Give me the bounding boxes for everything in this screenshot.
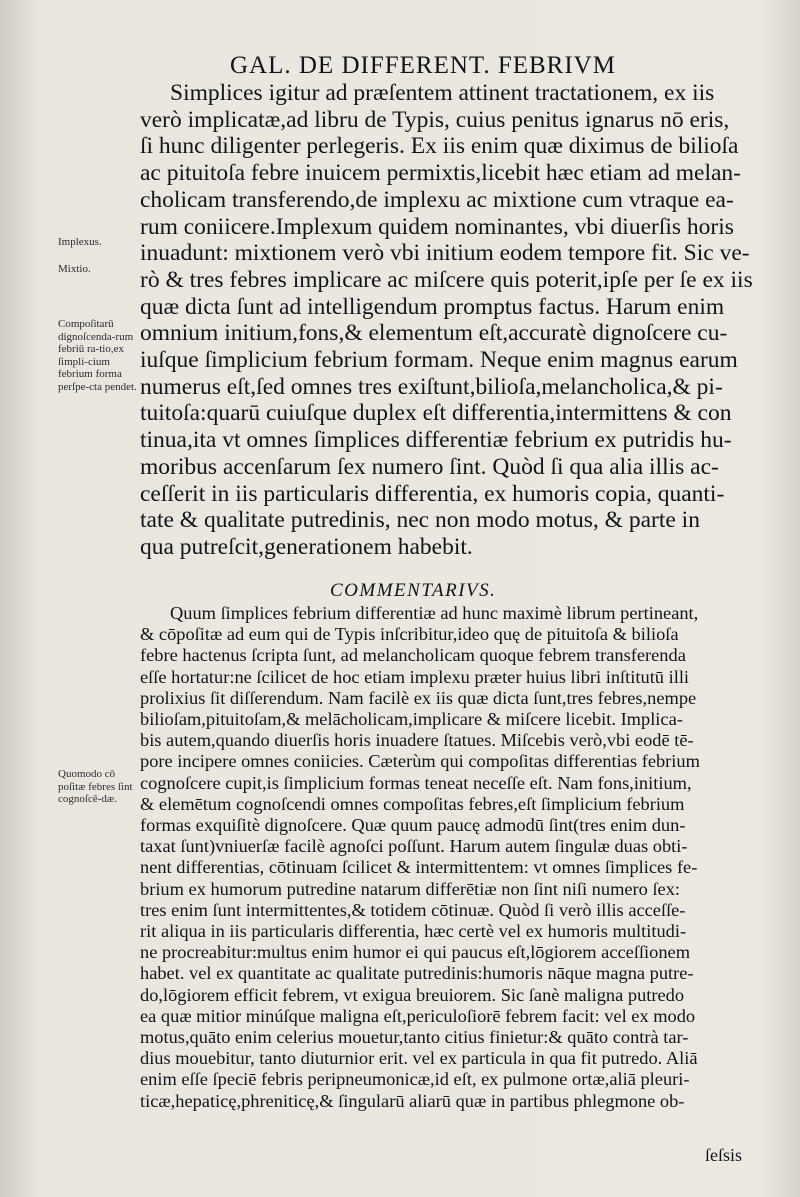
margin-note-implexus: Implexus.: [58, 236, 102, 248]
main-text-line: omnium initium,fons,& elementum eſt,accuratè dignoſcere cu-: [140, 320, 728, 347]
main-text-line: tuitoſa:quarū cuiuſque duplex eſt differentia,intermittens & con: [140, 400, 732, 427]
main-text-line: rum coniicere.Implexum quidem nominantes, vbi diuerſis horis: [140, 213, 734, 240]
margin-note-quomodo: Quomodo cō poſitæ febres ſint cognoſcē-dæ.: [58, 768, 133, 805]
catchword: ſeſsis: [705, 1145, 743, 1165]
commentary-line: Quum ſimplices febrium differentiæ ad hunc maximè librum pertineant,: [170, 603, 699, 623]
commentary-line: pore incipere omnes coniicies. Cæterùm qui compoſitas differentias febrium: [140, 751, 700, 772]
main-text-line: iuſque ſimplicium febrium formam. Neque enim magnus earum: [140, 347, 738, 374]
main-text-line: tinua,ita vt omnes ſimplices differentiæ febrium ex putridis hu-: [140, 427, 732, 454]
margin-note-compositarum: Compoſitarū dignoſcenda-rum febriū ra-tio,ex ſimpli-cium febrium forma perſpe-cta pendet.: [58, 318, 137, 393]
commentary-line: ne procreabitur:multus enim humor ei qui paucus eſt,lōgiorem acceſſionem: [140, 942, 691, 963]
commentary-line: & elemētum cognoſcendi omnes compoſitas febres,eſt ſimplicium febrium: [140, 793, 685, 814]
main-text-line: tate & qualitate putredinis, nec non modo motus, & parte in: [140, 507, 700, 534]
commentary-line: formas exquiſitè dignoſcere. Quæ quum paucę admodū ſint(tres enim dun-: [140, 815, 686, 836]
commentary-line: do,lōgiorem efficit febrem, vt exigua breuiorem. Sic ſanè maligna putredo: [140, 984, 685, 1005]
main-text-line: rò & tres febres implicare ac miſcere quis poterit,ipſe per ſe ex iis: [140, 266, 753, 293]
commentary-line: brium ex humorum putredine natarum differētiæ non ſint niſi numero ſex:: [140, 878, 681, 899]
main-text-line: cholicam transferendo,de implexu ac mixtione cum vtraque ea-: [140, 186, 734, 213]
main-text-line: qua putreſcit,generationem habebit.: [140, 533, 473, 560]
main-text-line: Simplices igitur ad præſentem attinent tractationem, ex iis: [170, 80, 715, 106]
main-text-line: ceſſerit in iis particularis differentia, ex humoris copia, quanti-: [140, 480, 725, 507]
commentary-line: rit aliqua in iis particularis differentia, hæc certè vel ex humoris multitudi-: [140, 921, 687, 942]
commentary-line: taxat ſunt)vniuerſæ facilè agnoſci poſſunt. Harum autem ſingulæ duas obti-: [140, 836, 688, 857]
commentary-line: enim eſſe ſpeciē febris peripneumonicæ,id eſt, ex pulmone ortæ,aliā pleuri-: [140, 1069, 690, 1090]
commentary-line: motus,quāto enim celerius mouetur,tanto citius finietur:& quāto contrà tar-: [140, 1027, 689, 1048]
main-text: [140, 80, 760, 561]
running-head: GAL. DE DIFFERENT. FEBRIVM: [230, 52, 616, 79]
main-text-line: ac pituitoſa febre inuicem permixtis,licebit hæc etiam ad melan-: [140, 160, 741, 187]
commentary-line: nent differentias, cōtinuam ſcilicet & intermittentem: vt omnes ſimplices fe-: [140, 857, 698, 878]
commentary-line: prolixius ſit diſſerendum. Nam facilè ex iis quæ dicta ſunt,tres febres,nempe: [140, 687, 697, 708]
margin-note-mixtio: Mixtio.: [58, 263, 91, 275]
main-text-line: inuadunt: mixtionem verò vbi initium eodem tempore fit. Sic ve-: [140, 240, 750, 267]
commentary-text: [140, 603, 760, 1112]
commentary-line: tres enim ſunt intermittentes,& totidem cōtinuæ. Quòd ſi verò illis acceſſe-: [140, 899, 686, 920]
main-text-line: verò implicatæ,ad libru de Typis, cuius penitus ignarus nō eris,: [140, 106, 730, 133]
commentary-line: cognoſcere cupit,is ſimplicium formas teneat neceſſe eſt. Nam fons,initium,: [140, 772, 692, 793]
commentary-line: & cōpoſitæ ad eum qui de Typis inſcribitur,ideo quę de pituitoſa & bilioſa: [140, 624, 679, 645]
main-text-line: quæ dicta ſunt ad intelligendum promptus factus. Harum enim: [140, 293, 725, 320]
commentary-line: dius mouebitur, tanto diuturnior erit. vel ex particula in qua fit putredo. Aliā: [140, 1048, 698, 1069]
commentary-heading: COMMENTARIVS.: [330, 580, 497, 601]
commentary-line: febre hactenus ſcripta ſunt, ad melancholicam quoque febrem transferenda: [140, 645, 686, 666]
commentary-line: ticæ,hepaticę,phreniticę,& ſingularū aliarū quæ in partibus phlegmone ob-: [140, 1090, 685, 1111]
main-text-line: ſi hunc diligenter perlegeris. Ex iis enim quæ diximus de bilioſa: [140, 133, 739, 160]
commentary-line: ea quæ mitior minúſque maligna eſt,periculoſiorē febrem facit: vel ex modo: [140, 1005, 696, 1026]
commentary-line: habet. vel ex quantitate ac qualitate putredinis:humoris nāque magna putre-: [140, 963, 694, 984]
commentary-line: bilioſam,pituitoſam,& melācholicam,implicare & miſcere licebit. Implica-: [140, 709, 683, 730]
main-text-line: moribus accenſarum ſex numero ſint. Quòd ſi qua alia illis ac-: [140, 453, 719, 480]
commentary-line: bis autem,quando diuerſis horis inuadere ſtatues. Miſcebis verò,vbi eodē tē-: [140, 730, 694, 751]
commentary-line: eſſe hortatur:ne ſcilicet de hoc etiam implexu præter huius libri inſtitutū illi: [140, 666, 690, 687]
main-text-line: numerus eſt,ſed omnes tres exiſtunt,bilioſa,melancholica,& pi-: [140, 373, 723, 400]
